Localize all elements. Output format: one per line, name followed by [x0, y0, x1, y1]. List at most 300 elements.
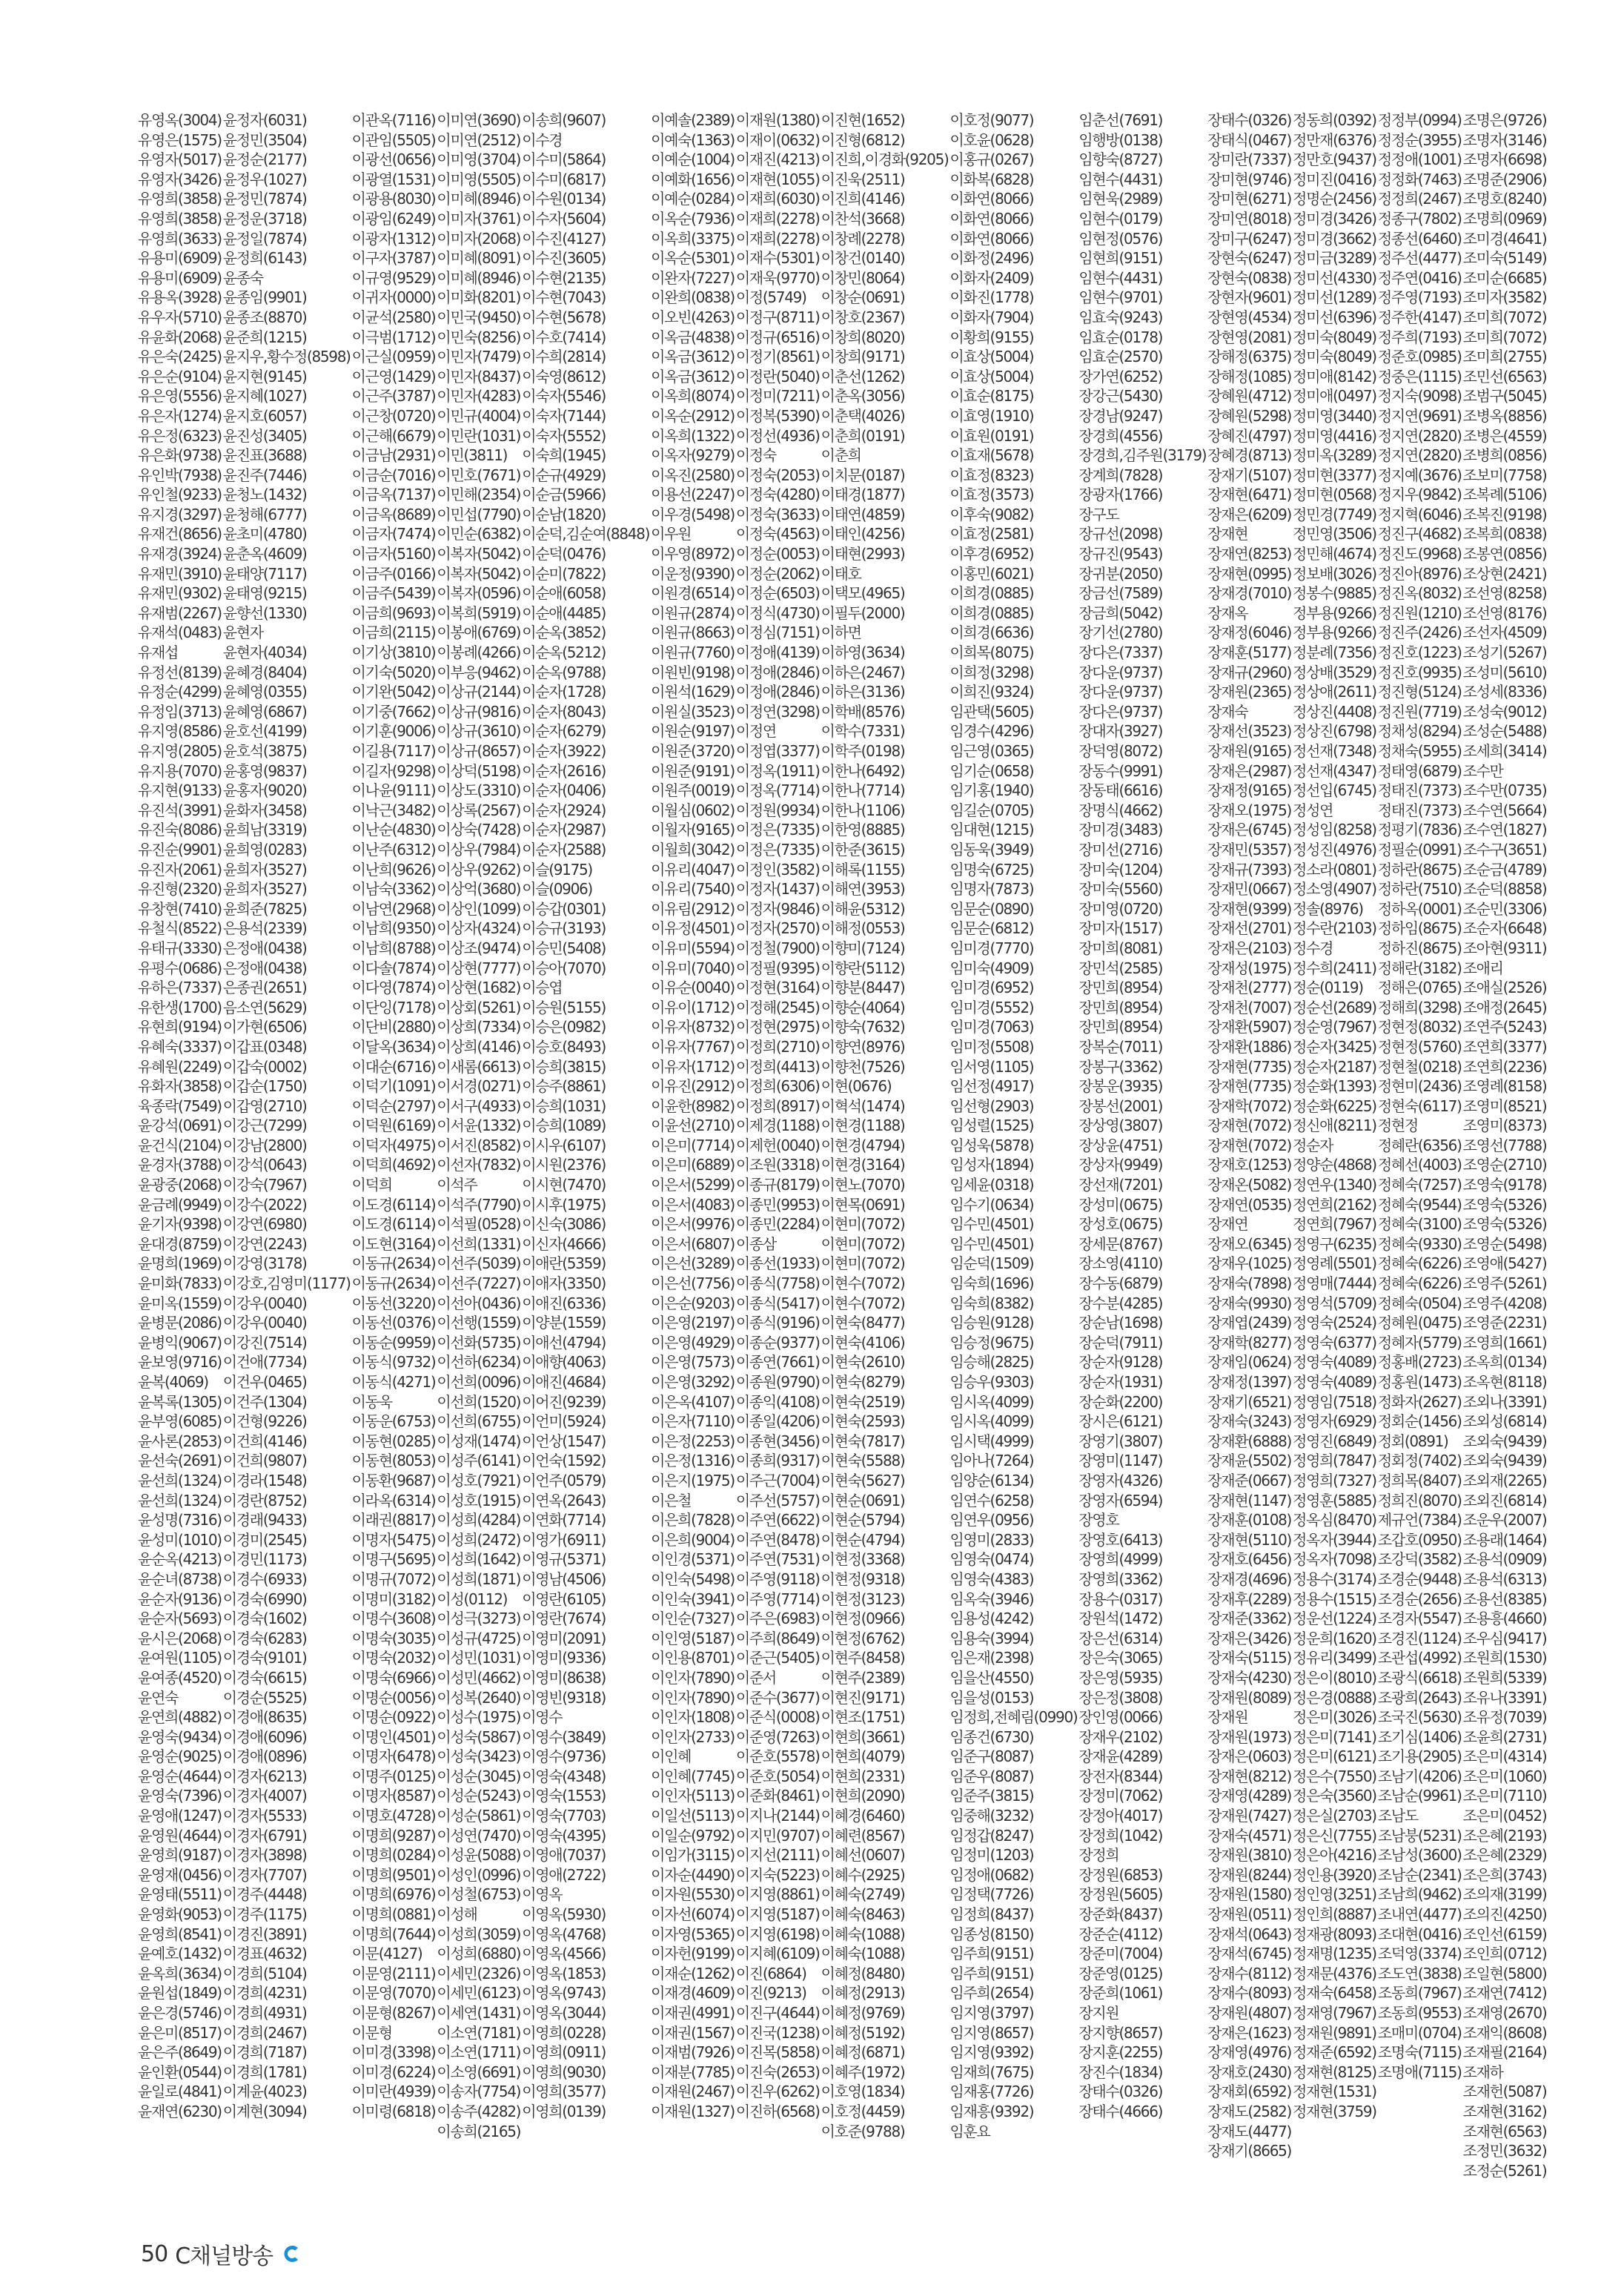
donor-entry: 이원순(9197)	[651, 722, 735, 741]
donor-entry: 조영숙(9178)	[1462, 1176, 1547, 1194]
donor-entry: 이현주(8458)	[821, 1649, 905, 1667]
donor-entry: 유진형(2320)	[138, 880, 222, 899]
donor-entry: 정성연	[1293, 801, 1333, 819]
donor-entry: 윤옥희(3634)	[138, 1964, 222, 1982]
donor-entry: 이영란(7674)	[522, 1610, 606, 1628]
donor-entry: 장재원(1973)	[1207, 1727, 1292, 1746]
donor-entry: 육종락(7549)	[138, 1097, 222, 1115]
donor-entry: 유우자(5710)	[138, 308, 222, 326]
donor-entry: 유진숙(8086)	[138, 821, 222, 839]
donor-entry: 윤미화(7833)	[138, 1274, 222, 1293]
donor-entry: 이태연(4859)	[821, 505, 905, 523]
donor-entry: 이지영(6198)	[735, 1925, 820, 1943]
donor-entry: 정유리(3499)	[1293, 1649, 1376, 1667]
donor-entry: 정회(0891)	[1377, 1432, 1448, 1450]
donor-entry: 이원주(0019)	[651, 781, 735, 800]
directory-column	[223, 110, 351, 2186]
donor-entry: 윤화자(3458)	[222, 801, 307, 819]
donor-entry: 이승희(1031)	[522, 1097, 606, 1115]
donor-entry: 이치문(0187)	[821, 466, 905, 484]
donor-entry: 이재원(2467)	[651, 2083, 735, 2101]
donor-entry: 이옥순(5301)	[651, 249, 735, 268]
donor-entry: 장재후(2289)	[1207, 1590, 1292, 1608]
donor-entry: 이완자(7227)	[651, 268, 735, 287]
donor-entry: 장민희(8954)	[1078, 979, 1163, 997]
donor-entry: 이난주(6312)	[351, 840, 436, 859]
donor-entry: 이민자(8437)	[437, 367, 521, 386]
donor-entry: 이승엽	[522, 979, 563, 997]
donor-entry: 장재수(8112)	[1207, 1964, 1292, 1982]
donor-entry: 정해란(3182)	[1377, 959, 1462, 977]
donor-entry: 이정은(7335)	[735, 840, 820, 859]
donor-entry: 조경진(1124)	[1377, 1629, 1462, 1647]
donor-entry: 임세윤(0318)	[949, 1176, 1034, 1194]
donor-entry: 이월심(0602)	[651, 801, 735, 819]
donor-entry: 정민경(7749)	[1293, 505, 1376, 523]
donor-entry: 이경숙(1602)	[222, 1610, 307, 1628]
donor-entry: 이제경(1188)	[735, 1117, 820, 1135]
donor-entry: 이향연(8976)	[821, 1037, 905, 1056]
donor-entry: 이준호(5054)	[735, 1767, 820, 1785]
donor-entry: 유지경(3297)	[138, 505, 222, 523]
donor-entry: 이경래(9433)	[222, 1511, 307, 1529]
donor-entry: 정영진(6849)	[1293, 1432, 1376, 1450]
donor-entry: 정미옥(3289)	[1293, 446, 1376, 465]
donor-entry: 조강덕(3582)	[1377, 1550, 1462, 1569]
donor-entry: 이덕기(1091)	[351, 1077, 436, 1096]
donor-entry: 장재도(2582)	[1207, 2102, 1292, 2120]
donor-entry: 이정애(4139)	[735, 644, 820, 662]
donor-entry: 이시후(1975)	[522, 1195, 606, 1214]
donor-entry: 정진구(4682)	[1377, 525, 1462, 543]
donor-entry: 장영기(3807)	[1078, 1432, 1163, 1450]
donor-entry: 이우경(5498)	[651, 505, 735, 523]
donor-entry: 이영옥(4768)	[522, 1925, 606, 1943]
donor-entry: 정홍원(1473)	[1377, 1373, 1462, 1391]
donor-entry: 이혜정(5192)	[821, 2023, 905, 2042]
donor-entry: 이향순(4064)	[821, 998, 905, 1016]
donor-entry: 이순옥(9788)	[522, 663, 606, 681]
donor-entry: 이성해	[437, 1905, 477, 1924]
donor-entry: 이선주(5039)	[437, 1254, 521, 1273]
donor-entry: 윤명희(1969)	[138, 1254, 222, 1273]
donor-entry: 이근창(0720)	[351, 406, 436, 425]
donor-entry: 이효영(1910)	[949, 406, 1034, 425]
donor-entry: 조세희(3414)	[1462, 742, 1547, 760]
donor-entry: 이순자(6279)	[522, 722, 606, 741]
donor-entry: 이근영(1429)	[351, 367, 436, 386]
donor-entry: 이홍규(0267)	[949, 151, 1034, 169]
donor-entry: 이학수(7331)	[821, 722, 905, 741]
donor-entry: 이혜련(8567)	[821, 1826, 905, 1845]
donor-entry: 장재환(1886)	[1207, 1037, 1292, 1056]
donor-entry: 이문영(7070)	[351, 1984, 436, 2002]
donor-entry: 이재진(4213)	[735, 151, 820, 169]
donor-entry: 정해은(0765)	[1377, 979, 1462, 997]
donor-entry: 이유자(7767)	[651, 1037, 735, 1056]
donor-entry: 윤진주(7446)	[222, 466, 307, 484]
donor-entry: 이월희(3042)	[651, 840, 735, 859]
donor-entry: 이동순(9959)	[351, 1333, 436, 1352]
donor-entry: 조명희(0969)	[1462, 209, 1547, 228]
donor-entry: 이현(0676)	[821, 1077, 892, 1096]
donor-entry: 이진희(4146)	[821, 190, 905, 208]
donor-entry: 이광열(1531)	[351, 170, 436, 188]
donor-entry: 장준희(1061)	[1078, 1984, 1163, 2002]
donor-entry: 정은아(4216)	[1293, 1846, 1376, 1865]
donor-entry: 이경미(2545)	[222, 1530, 307, 1549]
donor-entry: 이정희(8917)	[735, 1097, 820, 1115]
donor-entry: 장진수(1834)	[1078, 2063, 1163, 2081]
donor-entry: 이경수(6933)	[222, 1570, 307, 1588]
donor-entry: 이경란(8752)	[222, 1491, 307, 1509]
donor-entry: 이은미(7714)	[651, 1136, 735, 1154]
donor-entry: 이재이(0632)	[735, 130, 820, 149]
donor-entry: 이정연(3298)	[735, 702, 820, 721]
donor-entry: 이승원(5155)	[522, 998, 606, 1016]
donor-entry: 이성순(3045)	[437, 1767, 521, 1785]
donor-entry: 장재현(6471)	[1207, 486, 1292, 504]
donor-entry: 이춘택(4026)	[821, 406, 905, 425]
donor-entry: 이효순(8175)	[949, 387, 1034, 406]
donor-entry: 조성기(5267)	[1462, 644, 1547, 662]
donor-entry: 이영가(6911)	[522, 1530, 606, 1549]
donor-entry: 장재현(7735)	[1207, 1077, 1292, 1096]
donor-entry: 이은영(4929)	[651, 1333, 735, 1352]
donor-entry: 정혜선(4003)	[1377, 1156, 1462, 1174]
donor-entry: 이정애(2846)	[735, 683, 820, 701]
donor-entry: 장현자(9601)	[1207, 288, 1292, 307]
donor-entry: 조광식(6618)	[1377, 1668, 1462, 1687]
donor-entry: 임승해(2825)	[949, 1353, 1034, 1372]
donor-entry: 이명주(0125)	[351, 1767, 436, 1785]
donor-entry: 장수분(4285)	[1078, 1294, 1163, 1312]
donor-entry: 이미혜(8946)	[437, 190, 521, 208]
donor-entry: 이영숙(7703)	[522, 1807, 606, 1825]
donor-entry: 조수연(1827)	[1462, 821, 1547, 839]
directory-column	[1378, 110, 1462, 2186]
donor-entry: 이일선(5113)	[651, 1807, 735, 1825]
donor-entry: 장태수(0326)	[1078, 2083, 1163, 2101]
donor-entry: 이혜정(6871)	[821, 2043, 905, 2062]
donor-entry: 이서진(8582)	[437, 1136, 521, 1154]
donor-entry: 조명준(2906)	[1462, 170, 1547, 188]
donor-entry: 조순덕(8858)	[1462, 880, 1547, 899]
donor-entry: 정미영(4416)	[1293, 426, 1376, 445]
donor-entry: 조민선(6563)	[1462, 367, 1547, 386]
donor-entry: 장재임(0624)	[1207, 1353, 1292, 1372]
donor-entry: 임용성(4242)	[949, 1610, 1034, 1628]
donor-entry: 이신숙(3086)	[522, 1215, 606, 1234]
donor-entry: 윤순자(9136)	[138, 1590, 222, 1608]
donor-entry: 장귀분(2050)	[1078, 564, 1163, 583]
donor-entry: 이언상(1547)	[522, 1432, 606, 1450]
donor-entry: 이한준(3615)	[821, 840, 905, 859]
donor-entry: 이미경(6224)	[351, 2063, 436, 2081]
donor-entry: 윤기자(9398)	[138, 1215, 222, 1234]
donor-entry: 조병옥(8856)	[1462, 406, 1547, 425]
donor-entry: 정순자(3425)	[1293, 1037, 1376, 1056]
donor-entry: 이덕원(6169)	[351, 1117, 436, 1135]
donor-entry: 장재연(0535)	[1207, 1195, 1292, 1214]
donor-entry: 이지선(2111)	[735, 1846, 820, 1865]
donor-entry: 유은순(9104)	[138, 367, 222, 386]
donor-entry: 이학주(0198)	[821, 742, 905, 760]
donor-entry: 이은서(6807)	[651, 1234, 735, 1253]
donor-entry: 이애란(5359)	[522, 1254, 606, 1273]
donor-entry: 장재은(6745)	[1207, 821, 1292, 839]
donor-entry: 조옥희(0134)	[1462, 1353, 1547, 1372]
donor-entry: 장구도	[1078, 505, 1119, 523]
donor-entry: 이순규(4929)	[522, 466, 606, 484]
donor-entry: 윤부영(6085)	[138, 1412, 222, 1431]
donor-entry: 조용흥(4660)	[1462, 1610, 1547, 1628]
donor-entry: 유용미(6909)	[138, 249, 222, 268]
donor-entry: 이순자(2987)	[522, 821, 606, 839]
donor-entry: 정현철(0218)	[1377, 1057, 1462, 1076]
donor-entry: 이강연(6980)	[222, 1215, 307, 1234]
donor-entry: 이화정(2496)	[949, 249, 1034, 268]
donor-entry: 장현영(2081)	[1207, 328, 1292, 346]
donor-entry: 이갑순(1750)	[222, 1077, 307, 1096]
donor-entry: 윤여종(4520)	[138, 1668, 222, 1687]
donor-entry: 이재권(1567)	[651, 2023, 735, 2042]
donor-entry: 이향천(7526)	[821, 1057, 905, 1076]
donor-entry: 이명자(6478)	[351, 1747, 436, 1766]
donor-entry: 조남도	[1377, 1807, 1418, 1825]
donor-entry: 이현숙(8279)	[821, 1373, 905, 1391]
donor-entry: 이난희(9626)	[351, 860, 436, 879]
donor-entry: 장성호(0675)	[1078, 1215, 1163, 1234]
donor-entry: 이정자(2570)	[735, 919, 820, 938]
donor-entry: 윤영태(5511)	[138, 1885, 222, 1904]
donor-entry: 이명희(9501)	[351, 1865, 436, 1884]
donor-entry: 이순자(0406)	[522, 781, 606, 800]
donor-entry: 이덕순(2797)	[351, 1097, 436, 1115]
donor-entry: 윤진성(3405)	[222, 426, 307, 445]
donor-entry: 유지현(9133)	[138, 781, 222, 800]
donor-entry: 이혜수(2925)	[821, 1865, 905, 1884]
donor-entry: 정하임(8675)	[1377, 919, 1462, 938]
donor-entry: 장재윤(4289)	[1078, 1747, 1163, 1766]
donor-entry: 이혜정(9769)	[821, 2004, 905, 2022]
donor-entry: 정진원(7719)	[1377, 702, 1462, 721]
donor-entry: 이월자(9165)	[651, 821, 735, 839]
donor-entry: 이준서	[735, 1668, 776, 1687]
donor-entry: 이원규(7760)	[651, 644, 735, 662]
donor-entry: 조은혜(2329)	[1462, 1846, 1547, 1865]
donor-entry: 임지영(9392)	[949, 2043, 1034, 2062]
donor-entry: 장미자(1517)	[1078, 919, 1163, 938]
donor-entry: 이자원(5530)	[651, 1885, 735, 1904]
donor-entry: 이현순(5794)	[821, 1511, 905, 1529]
donor-entry: 장재규(7393)	[1207, 860, 1292, 879]
donor-entry: 이수미(5864)	[522, 151, 606, 169]
donor-entry: 이상우(9262)	[437, 860, 521, 879]
donor-entry: 이낙근(3482)	[351, 801, 436, 819]
donor-entry: 이명순(0056)	[351, 1688, 436, 1707]
donor-entry: 정인용(3920)	[1293, 1865, 1376, 1884]
donor-entry: 임연우(0956)	[949, 1511, 1034, 1529]
donor-entry: 윤일로(4841)	[138, 2083, 222, 2101]
donor-entry: 이승민(5408)	[522, 939, 606, 957]
donor-entry: 이문형(8267)	[351, 2004, 436, 2022]
donor-entry: 조원희(5339)	[1462, 1668, 1547, 1687]
donor-entry: 이현숙(2519)	[821, 1392, 905, 1411]
donor-entry: 장재성(1975)	[1207, 959, 1292, 977]
donor-entry: 이성희(1642)	[437, 1550, 521, 1569]
donor-entry: 윤예호(1432)	[138, 1945, 222, 1963]
donor-entry: 이언주(0579)	[522, 1471, 606, 1489]
donor-entry: 이은희(7828)	[651, 1511, 735, 1529]
donor-entry: 이하은(2467)	[821, 663, 905, 681]
donor-entry: 이은서(9976)	[651, 1215, 735, 1234]
donor-entry: 이창순(0691)	[821, 288, 905, 307]
donor-entry: 윤영순(4644)	[138, 1767, 222, 1785]
donor-entry: 장재은(6209)	[1207, 505, 1292, 523]
donor-entry: 이수현(7043)	[522, 288, 606, 307]
donor-entry: 정하진(8675)	[1377, 939, 1462, 957]
donor-entry: 유혜원(2249)	[138, 1057, 222, 1076]
donor-entry: 정미금(3289)	[1293, 249, 1376, 268]
donor-entry: 정해희(3298)	[1377, 998, 1462, 1016]
donor-entry: 장정원(6853)	[1078, 1865, 1163, 1884]
donor-entry: 이선희(1331)	[437, 1234, 521, 1253]
donor-entry: 장미란(7337)	[1207, 151, 1292, 169]
donor-entry: 이향숙(7632)	[821, 1018, 905, 1036]
donor-entry: 이순자(8043)	[522, 702, 606, 721]
donor-entry: 이덕희(4692)	[351, 1156, 436, 1174]
donor-entry: 정혜자(5779)	[1377, 1333, 1462, 1352]
donor-entry: 이옥희(8074)	[651, 387, 735, 406]
donor-entry: 정미경(3426)	[1293, 209, 1376, 228]
donor-entry: 윤영희(9187)	[138, 1846, 222, 1865]
donor-entry: 임향숙(8727)	[1078, 151, 1163, 169]
donor-entry: 조운우(2007)	[1462, 1511, 1547, 1529]
donor-entry: 이단잉(7178)	[351, 998, 436, 1016]
donor-entry: 이태호	[821, 564, 861, 583]
donor-entry: 이승호(8493)	[522, 1037, 606, 1056]
donor-entry: 정재숙(6458)	[1293, 1984, 1376, 2002]
donor-entry: 이예순(1004)	[651, 151, 735, 169]
donor-entry: 장혜진(4797)	[1207, 426, 1292, 445]
donor-entry: 장재훈(5177)	[1207, 644, 1292, 662]
donor-entry: 임시택(4999)	[949, 1432, 1034, 1450]
donor-entry: 이성순(5243)	[437, 1787, 521, 1805]
donor-entry: 장미현(6271)	[1207, 190, 1292, 208]
donor-entry: 이광선(0656)	[351, 151, 436, 169]
donor-entry: 이은지(1975)	[651, 1471, 735, 1489]
donor-entry: 정지연(2820)	[1377, 426, 1462, 445]
directory-column	[950, 110, 1078, 2186]
donor-entry: 조인선(6159)	[1462, 1925, 1547, 1943]
donor-entry: 이현숙(2610)	[821, 1353, 905, 1372]
donor-entry: 이현숙(8477)	[821, 1314, 905, 1332]
donor-entry: 이현경(3164)	[821, 1156, 905, 1174]
donor-entry: 이성민(4662)	[437, 1668, 521, 1687]
donor-entry: 이애선(4794)	[522, 1333, 606, 1352]
donor-entry: 조영숙(5326)	[1462, 1215, 1547, 1234]
donor-entry: 윤종조(8870)	[222, 308, 307, 326]
donor-entry: 이혜정(8480)	[821, 1964, 905, 1982]
donor-entry: 이영희(0911)	[522, 2043, 606, 2062]
donor-entry: 조외나(3391)	[1462, 1392, 1547, 1411]
donor-entry: 이창례(2278)	[821, 229, 905, 248]
donor-entry: 이길자(9298)	[351, 761, 436, 780]
donor-entry: 이종식(7758)	[735, 1274, 820, 1293]
donor-entry: 윤복록(1305)	[138, 1392, 222, 1411]
donor-entry: 이금희(2115)	[351, 624, 436, 642]
donor-entry: 이현정(9318)	[821, 1570, 905, 1588]
donor-entry: 이상자(4324)	[437, 919, 521, 938]
donor-entry: 이인숙(3941)	[651, 1590, 735, 1608]
donor-entry: 장대자(3927)	[1078, 722, 1163, 741]
donor-entry: 이영희(0228)	[522, 2023, 606, 2042]
donor-entry: 이임가(3115)	[651, 1846, 735, 1865]
donor-entry: 이혜주(1972)	[821, 2063, 905, 2081]
donor-entry: 이도경(6114)	[351, 1215, 436, 1234]
donor-entry: 조남희(9462)	[1377, 1885, 1462, 1904]
donor-entry: 정미현(3377)	[1293, 466, 1376, 484]
donor-entry: 임성자(1894)	[949, 1156, 1034, 1174]
donor-entry: 이금남(2931)	[351, 446, 436, 465]
donor-entry: 이혜숙(1088)	[821, 1945, 905, 1963]
donor-entry: 임지영(3797)	[949, 2004, 1034, 2022]
donor-entry: 장봉구(3362)	[1078, 1057, 1163, 1076]
donor-entry: 조순자(6648)	[1462, 919, 1547, 938]
donor-entry: 이유리(4047)	[651, 860, 735, 879]
donor-entry: 윤춘옥(4609)	[222, 545, 307, 563]
donor-entry: 윤진표(3688)	[222, 446, 307, 465]
donor-entry: 윤정우(1027)	[222, 170, 307, 188]
donor-entry: 이금자(7474)	[351, 525, 436, 543]
donor-entry: 장전자(8344)	[1078, 1767, 1163, 1785]
donor-entry: 이현희(4079)	[821, 1747, 905, 1766]
donor-entry: 이강우(0040)	[222, 1314, 307, 1332]
donor-entry: 이석필(0528)	[437, 1215, 521, 1234]
donor-entry: 조영준(2231)	[1462, 1314, 1547, 1332]
donor-entry: 정재현(8125)	[1293, 2063, 1376, 2081]
donor-entry: 이희경(0885)	[949, 603, 1034, 622]
donor-entry: 유지영(2805)	[138, 742, 222, 760]
donor-entry: 유은자(1274)	[138, 406, 222, 425]
donor-entry: 이송희(9607)	[522, 111, 606, 129]
donor-entry: 정혜숙(9330)	[1377, 1234, 1462, 1253]
donor-entry: 장시은(6121)	[1078, 1412, 1163, 1431]
donor-entry: 조경순(9448)	[1377, 1570, 1462, 1588]
donor-entry: 정은수(7550)	[1293, 1767, 1376, 1785]
donor-entry: 장봉선(2001)	[1078, 1097, 1163, 1115]
donor-entry: 이복자(0596)	[437, 584, 521, 603]
donor-entry: 이금옥(7137)	[351, 486, 436, 504]
donor-entry: 이진(6864)	[735, 1964, 806, 1982]
donor-entry: 이은옥(4107)	[651, 1392, 735, 1411]
donor-entry: 정영희(7327)	[1293, 1471, 1376, 1489]
donor-entry: 윤혜경(8404)	[222, 663, 307, 681]
donor-entry: 장미연(8018)	[1207, 209, 1292, 228]
donor-entry: 이지영(8861)	[735, 1885, 820, 1904]
donor-entry: 이우영(8972)	[651, 545, 735, 563]
donor-entry: 임주희(9151)	[949, 1964, 1034, 1982]
donor-entry: 장현숙(0838)	[1207, 268, 1292, 287]
donor-entry: 이수희(2814)	[522, 348, 606, 366]
donor-entry: 이정란(5040)	[735, 367, 820, 386]
donor-entry: 정진아(8976)	[1377, 564, 1462, 583]
donor-entry: 이기훈(9006)	[351, 722, 436, 741]
donor-entry: 장재호(2430)	[1207, 2063, 1292, 2081]
directory-column	[1207, 110, 1291, 2186]
donor-entry: 윤초미(4780)	[222, 525, 307, 543]
